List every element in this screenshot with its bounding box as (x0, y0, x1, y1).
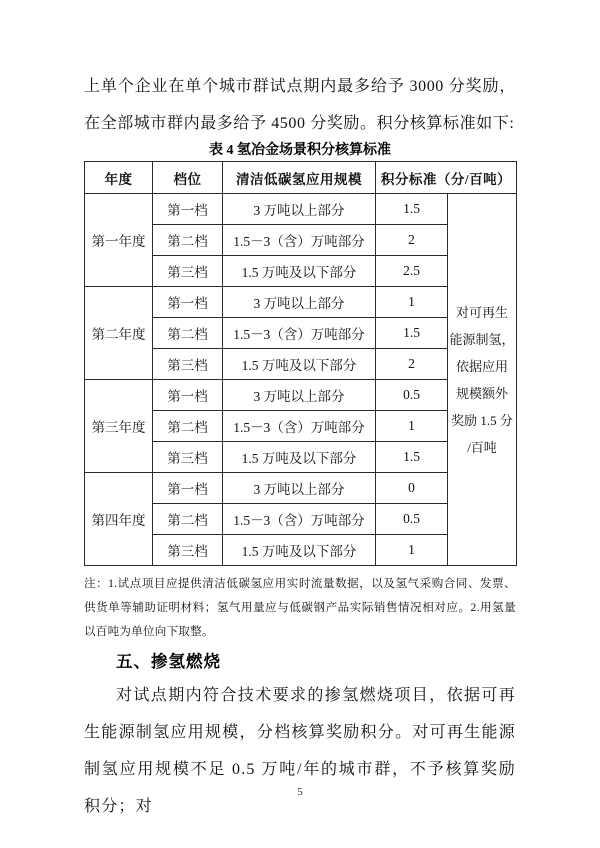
table-caption: 表 4 氢冶金场景积分核算标准 (209, 143, 391, 158)
scale-cell: 1.5－3（含）万吨部分 (223, 318, 376, 349)
side-note-line: 规模额外 (456, 385, 509, 401)
header-cell-points: 积分标准（分/百吨） (376, 162, 517, 194)
points-cell: 2.5 (376, 256, 448, 287)
points-cell: 1 (376, 535, 448, 566)
points-cell: 1.5 (376, 318, 448, 349)
table-header-row (85, 162, 517, 194)
scale-cell: 3 万吨以上部分 (223, 287, 376, 318)
points-cell: 0 (376, 473, 448, 504)
side-note-line: 对可再生 (456, 304, 509, 320)
table-footnote: 注：1.试点项目应提供清洁低碳氢应用实时流量数据，以及氢气采购合同、发票、供货单等辅助证明材料；氢气用量应与低碳钢产品实际销售情况相对应。2.用氢量以百吨为单位向下取整。 (84, 578, 516, 638)
intro-paragraph: 上单个企业在单个城市群试点期内最多给予 3000 分奖励，在全部城市群内最多给予 4500 分奖励。积分核算标准如下: (84, 78, 516, 132)
points-cell: 1 (376, 411, 448, 442)
tier-cell: 第一档 (153, 287, 223, 318)
side-note-line: /百吨 (467, 439, 497, 455)
tier-cell: 第二档 (153, 318, 223, 349)
points-cell: 2 (376, 349, 448, 380)
year-cell: 第一年度 (85, 194, 153, 287)
tier-cell: 第二档 (153, 411, 223, 442)
side-note-cell (448, 194, 517, 566)
tier-cell: 第三档 (153, 256, 223, 287)
points-cell: 0.5 (376, 380, 448, 411)
tier-cell: 第二档 (153, 225, 223, 256)
points-cell: 1.5 (376, 442, 448, 473)
year-cell: 第三年度 (85, 380, 153, 473)
side-note-line: 依据应用 (456, 358, 509, 374)
section-paragraph: 对试点期内符合技术要求的掺氢燃烧项目，依据可再生能源制氢应用规模，分档核算奖励积分。对可再生能源制氢应用规模不足 0.5 万吨/年的城市群，不予核算奖励积分；对 (84, 687, 516, 815)
scale-cell: 1.5 万吨及以下部分 (223, 256, 376, 287)
header-cell-scale: 清洁低碳氢应用规模 (223, 162, 376, 194)
tier-cell: 第三档 (153, 535, 223, 566)
page-number: 5 (297, 786, 303, 798)
scale-cell: 3 万吨以上部分 (223, 473, 376, 504)
tier-cell: 第三档 (153, 442, 223, 473)
scale-cell: 1.5－3（含）万吨部分 (223, 504, 376, 535)
scale-cell: 1.5－3（含）万吨部分 (223, 411, 376, 442)
scale-cell: 1.5 万吨及以下部分 (223, 442, 376, 473)
tier-cell: 第三档 (153, 349, 223, 380)
year-cell: 第四年度 (85, 473, 153, 566)
tier-cell: 第二档 (153, 504, 223, 535)
points-table (84, 161, 517, 566)
table-row (85, 194, 517, 225)
scale-cell: 3 万吨以上部分 (223, 380, 376, 411)
header-cell-tier: 档位 (153, 162, 223, 194)
scale-cell: 1.5 万吨及以下部分 (223, 349, 376, 380)
points-cell: 1.5 (376, 194, 448, 225)
tier-cell: 第一档 (153, 380, 223, 411)
points-cell: 2 (376, 225, 448, 256)
tier-cell: 第一档 (153, 194, 223, 225)
year-cell: 第二年度 (85, 287, 153, 380)
page-content (84, 68, 516, 825)
scale-cell: 1.5－3（含）万吨部分 (223, 225, 376, 256)
scale-cell: 3 万吨以上部分 (223, 194, 376, 225)
side-note-line: 能源制氢， (449, 331, 515, 347)
tier-cell: 第一档 (153, 473, 223, 504)
section-heading: 五、掺氢燃烧 (116, 652, 221, 671)
header-cell-year: 年度 (85, 162, 153, 194)
points-cell: 1 (376, 287, 448, 318)
scale-cell: 1.5 万吨及以下部分 (223, 535, 376, 566)
side-note-line: 奖励 1.5 分 (451, 412, 513, 428)
points-cell: 0.5 (376, 504, 448, 535)
